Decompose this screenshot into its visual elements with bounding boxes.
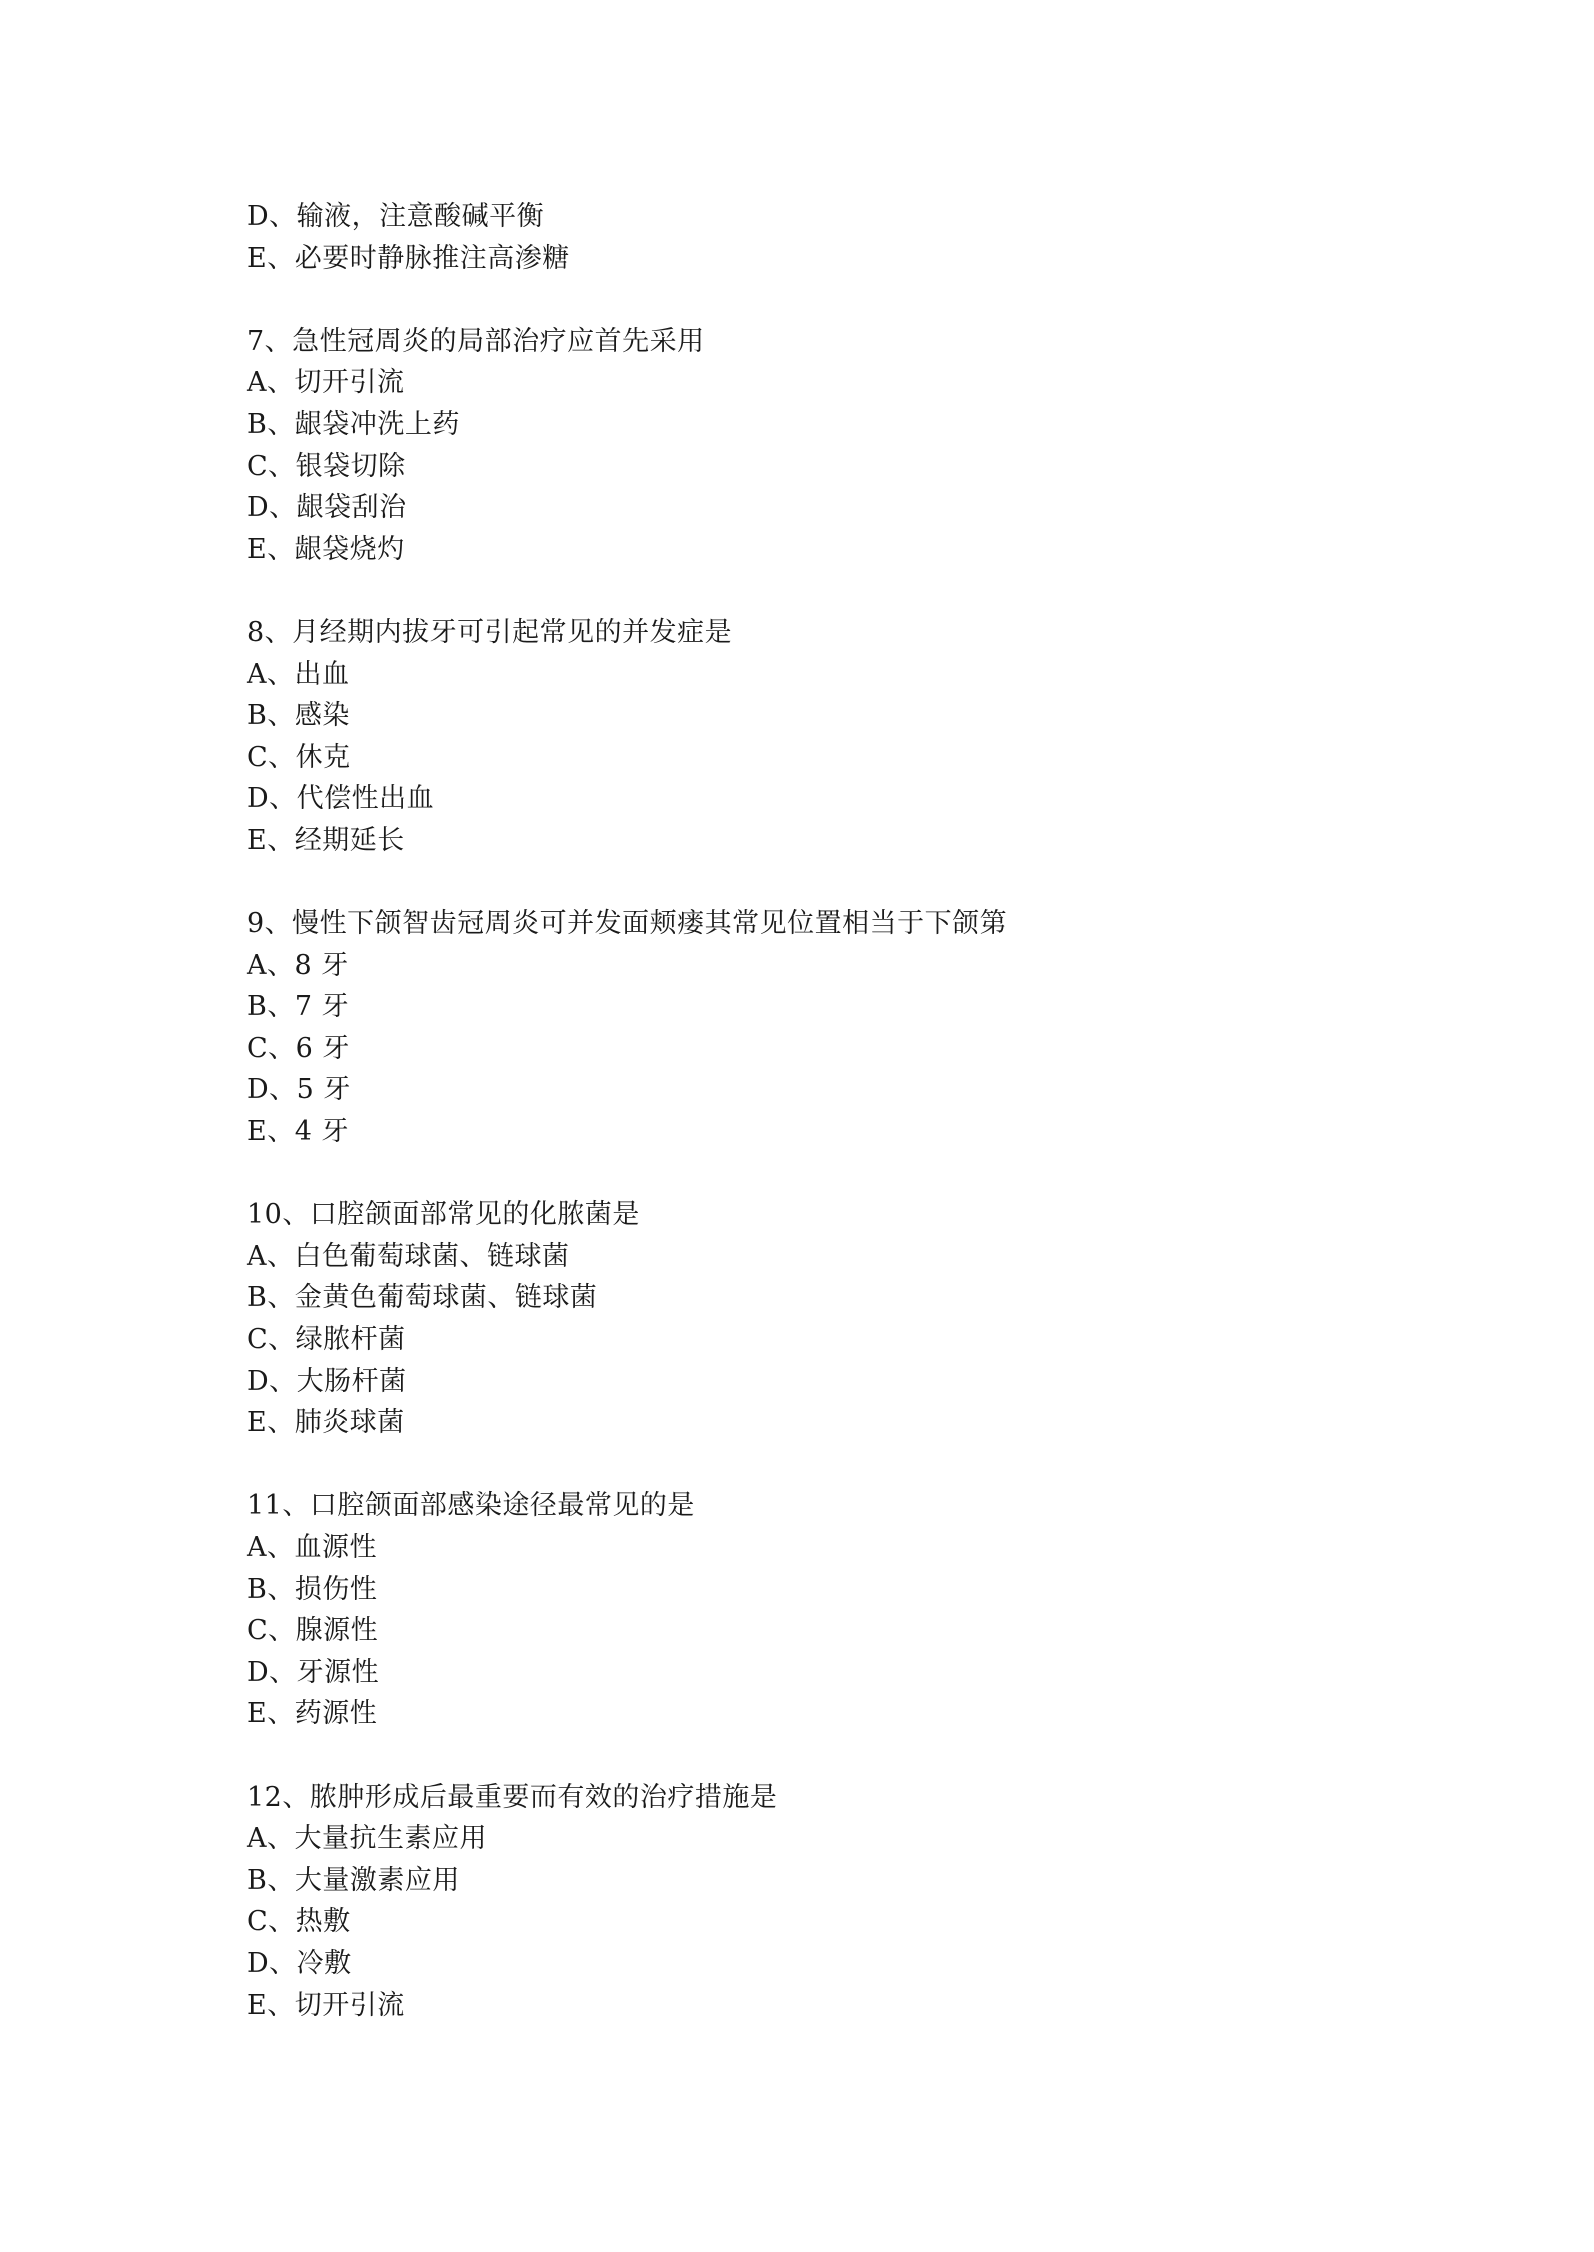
option: D、冷敷	[247, 1947, 352, 1979]
question-8	[247, 612, 1447, 862]
option: B、龈袋冲洗上药	[247, 408, 460, 440]
continued-options	[247, 196, 1447, 279]
option: D、龈袋刮治	[247, 492, 407, 524]
option: A、出血	[247, 658, 350, 690]
option: D、代偿性出血	[247, 783, 435, 815]
question-stem: 9、慢性下颌智齿冠周炎可并发面颊瘘其常见位置相当于下颌第	[247, 908, 1008, 940]
option: B、大量激素应用	[247, 1864, 460, 1896]
option: A、大量抗生素应用	[247, 1823, 487, 1855]
question-11	[247, 1485, 1447, 1735]
option: D、大肠杆菌	[247, 1365, 407, 1397]
spacer	[247, 862, 1447, 904]
option: C、银袋切除	[247, 450, 406, 482]
option: C、休克	[247, 741, 351, 773]
question-stem: 8、月经期内拔牙可引起常见的并发症是	[247, 616, 733, 648]
spacer	[247, 1735, 1447, 1777]
option: B、7 牙	[247, 991, 350, 1023]
question-12	[247, 1777, 1447, 2027]
option: A、8 牙	[247, 949, 349, 981]
question-10	[247, 1194, 1447, 1444]
option: B、损伤性	[247, 1573, 378, 1605]
option: E、4 牙	[247, 1116, 349, 1148]
option: E、肺炎球菌	[247, 1407, 405, 1439]
option: A、白色葡萄球菌、链球菌	[247, 1240, 570, 1272]
option: A、血源性	[247, 1532, 377, 1563]
question-stem: 12、脓肿形成后最重要而有效的治疗措施是	[247, 1781, 778, 1813]
option: D、5 牙	[247, 1074, 351, 1106]
option: D、输液，注意酸碱平衡	[247, 201, 545, 232]
spacer	[247, 1153, 1447, 1195]
question-9	[247, 903, 1447, 1153]
question-list	[247, 196, 1447, 2026]
spacer	[247, 570, 1447, 612]
option: B、金黄色葡萄球菌、链球菌	[247, 1282, 598, 1314]
option: E、药源性	[247, 1698, 378, 1730]
option: C、6 牙	[247, 1032, 350, 1064]
question-stem: 11、口腔颌面部感染途径最常见的是	[247, 1490, 695, 1522]
option: C、绿脓杆菌	[247, 1324, 406, 1356]
spacer	[247, 279, 1447, 321]
option: E、必要时静脉推注高渗糖	[247, 242, 570, 274]
option: A、切开引流	[247, 367, 405, 399]
option: E、切开引流	[247, 1989, 405, 2021]
option: C、腺源性	[247, 1615, 379, 1647]
question-stem: 7、急性冠周炎的局部治疗应首先采用	[247, 325, 705, 357]
question-stem: 10、口腔颌面部常见的化脓菌是	[247, 1199, 640, 1231]
option: E、经期延长	[247, 824, 405, 856]
option: B、感染	[247, 700, 350, 732]
option: E、龈袋烧灼	[247, 533, 405, 565]
option: C、热敷	[247, 1906, 351, 1938]
question-7	[247, 321, 1447, 571]
option: D、牙源性	[247, 1656, 380, 1688]
spacer	[247, 1444, 1447, 1486]
